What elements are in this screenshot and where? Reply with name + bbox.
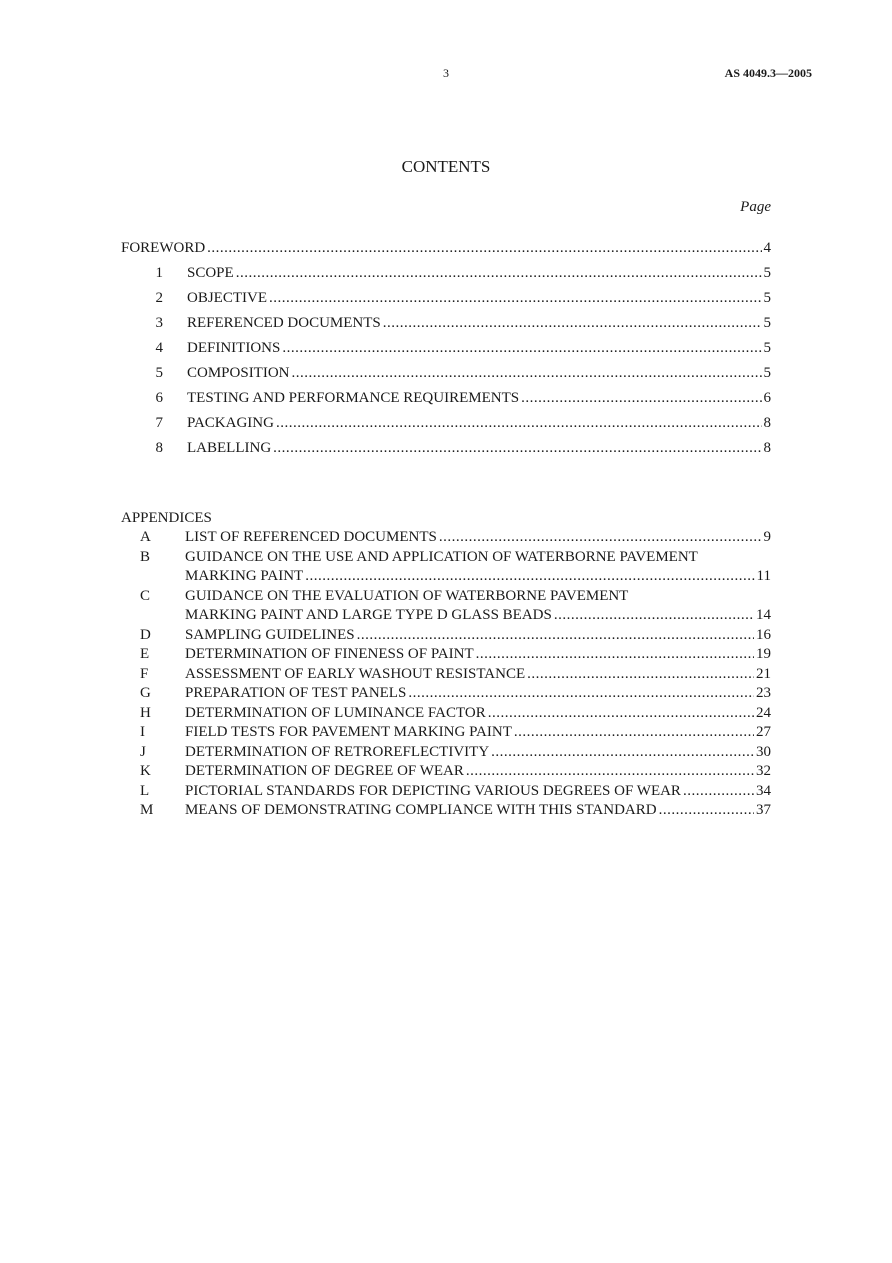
appendix-title-line: MARKING PAINT xyxy=(185,568,304,584)
appendix-title-line: GUIDANCE ON THE USE AND APPLICATION OF WATERBORNE PAVEMENT xyxy=(185,548,698,565)
dot-leader xyxy=(357,626,754,646)
contents-title: CONTENTS xyxy=(401,157,491,176)
toc-entry-page: 5 xyxy=(763,340,771,356)
page-column-label: Page xyxy=(740,199,771,215)
dot-leader xyxy=(408,684,754,704)
appendix-letter: A xyxy=(140,529,151,545)
dot-leader xyxy=(488,704,754,724)
page-number: 3 xyxy=(443,66,449,80)
toc-entry-page: 5 xyxy=(763,265,771,281)
toc-entry-number: 5 xyxy=(155,365,163,381)
appendix-title-line: FIELD TESTS FOR PAVEMENT MARKING PAINT xyxy=(185,724,512,740)
toc-entry-number: 1 xyxy=(155,265,163,281)
appendix-title-line: LIST OF REFERENCED DOCUMENTS xyxy=(185,529,437,545)
dot-leader xyxy=(659,801,754,821)
dot-leader xyxy=(383,311,762,336)
appendix-page: 21 xyxy=(756,665,771,682)
appendix-letter: H xyxy=(140,704,151,721)
appendix-entry[interactable] xyxy=(121,548,771,587)
appendix-letter: B xyxy=(140,548,151,565)
toc-entry-page: 5 xyxy=(763,315,771,331)
appendix-letter: L xyxy=(140,782,150,799)
dot-leader xyxy=(236,261,762,286)
appendix-title-line: SAMPLING GUIDELINES xyxy=(185,626,355,643)
dot-leader xyxy=(292,361,762,386)
appendix-title-line: ASSESSMENT OF EARLY WASHOUT RESISTANCE xyxy=(185,665,526,682)
toc-entry-number: 7 xyxy=(155,415,163,431)
appendix-letter: C xyxy=(140,587,151,604)
appendix-entry[interactable] xyxy=(121,645,771,665)
appendix-entry[interactable] xyxy=(121,528,771,548)
appendix-page: 14 xyxy=(756,607,771,623)
toc-entry[interactable] xyxy=(121,286,771,311)
table-of-contents xyxy=(121,236,771,461)
toc-entry[interactable] xyxy=(121,386,771,411)
appendix-page: 11 xyxy=(756,568,771,584)
toc-entry-title: OBJECTIVE xyxy=(187,290,267,306)
toc-entry-title: PACKAGING xyxy=(187,415,274,431)
appendix-page: 37 xyxy=(756,802,771,818)
dot-leader xyxy=(273,436,761,461)
appendix-entry[interactable] xyxy=(121,743,771,763)
dot-leader xyxy=(207,236,761,261)
appendix-letter: G xyxy=(140,685,151,701)
appendix-letter: D xyxy=(140,626,151,643)
toc-entry[interactable] xyxy=(121,361,771,386)
appendix-title-line: DETERMINATION OF FINENESS OF PAINT xyxy=(185,646,474,662)
toc-entry-number: 8 xyxy=(155,440,163,456)
dot-leader xyxy=(282,336,761,361)
appendices-list xyxy=(121,508,771,821)
toc-entry-number: 4 xyxy=(155,340,163,356)
toc-entry-title: SCOPE xyxy=(187,265,234,281)
dot-leader xyxy=(439,528,762,548)
document-code: AS 4049.3—2005 xyxy=(724,66,812,80)
toc-entry[interactable] xyxy=(121,236,771,261)
dot-leader xyxy=(554,606,754,626)
toc-entry[interactable] xyxy=(121,311,771,336)
toc-entry[interactable] xyxy=(121,436,771,461)
appendix-title-line: PREPARATION OF TEST PANELS xyxy=(185,685,407,701)
appendix-title-line: GUIDANCE ON THE EVALUATION OF WATERBORNE PAVEMENT xyxy=(185,587,629,604)
dot-leader xyxy=(276,411,762,436)
appendix-entry[interactable] xyxy=(121,704,771,724)
toc-entry-page: 8 xyxy=(763,415,771,431)
dot-leader xyxy=(466,762,754,782)
appendix-letter: F xyxy=(140,665,149,682)
dot-leader xyxy=(305,567,754,587)
appendix-entry[interactable] xyxy=(121,665,771,685)
appendix-page: 34 xyxy=(756,782,771,799)
dot-leader xyxy=(683,782,754,802)
appendix-letter: E xyxy=(140,646,150,662)
dot-leader xyxy=(521,386,761,411)
appendix-title-line: DETERMINATION OF RETROREFLECTIVITY xyxy=(185,743,490,760)
appendix-page: 24 xyxy=(756,704,771,721)
toc-entry-number: 2 xyxy=(155,290,163,306)
appendix-title-line: DETERMINATION OF LUMINANCE FACTOR xyxy=(185,704,486,721)
dot-leader xyxy=(491,743,754,763)
toc-entry-number: 3 xyxy=(155,315,163,331)
toc-entry-page: 8 xyxy=(763,440,771,456)
toc-entry[interactable] xyxy=(121,411,771,436)
appendix-entry[interactable] xyxy=(121,762,771,782)
appendix-page: 30 xyxy=(756,743,771,760)
appendix-title-line: PICTORIAL STANDARDS FOR DEPICTING VARIOUS DEGREES OF WEAR xyxy=(185,782,681,799)
toc-entry-number: 6 xyxy=(155,390,163,406)
appendix-page: 16 xyxy=(756,626,771,643)
toc-entry-page: 5 xyxy=(763,365,771,381)
appendix-letter: I xyxy=(140,724,145,740)
appendices-heading: APPENDICES xyxy=(121,510,212,526)
toc-entry-title: COMPOSITION xyxy=(187,365,290,381)
appendix-entry[interactable] xyxy=(121,782,771,802)
appendix-page: 9 xyxy=(763,529,771,545)
appendix-page: 27 xyxy=(756,724,771,740)
dot-leader xyxy=(476,645,754,665)
appendix-title-line: MARKING PAINT AND LARGE TYPE D GLASS BEADS xyxy=(185,607,552,623)
toc-entry-title: DEFINITIONS xyxy=(187,340,281,356)
toc-entry-page: 4 xyxy=(763,240,771,256)
appendix-title-line: DETERMINATION OF DEGREE OF WEAR xyxy=(185,763,464,779)
appendix-page: 23 xyxy=(756,685,771,701)
dot-leader xyxy=(269,286,762,311)
appendix-title-line: MEANS OF DEMONSTRATING COMPLIANCE WITH THIS STANDARD xyxy=(185,802,657,818)
toc-entry-title: LABELLING xyxy=(187,440,272,456)
toc-entry-page: 6 xyxy=(763,390,771,406)
appendix-entry[interactable] xyxy=(121,684,771,704)
toc-entry-title: TESTING AND PERFORMANCE REQUIREMENTS xyxy=(187,390,520,406)
toc-entry-page: 5 xyxy=(763,290,771,306)
toc-entry[interactable] xyxy=(121,336,771,361)
dot-leader xyxy=(514,723,754,743)
appendix-page: 32 xyxy=(756,763,771,779)
toc-entry-title: REFERENCED DOCUMENTS xyxy=(187,315,381,331)
toc-entry[interactable] xyxy=(121,261,771,286)
appendix-entry[interactable] xyxy=(121,723,771,743)
appendix-entry[interactable] xyxy=(121,626,771,646)
dot-leader xyxy=(527,665,754,685)
appendix-page: 19 xyxy=(756,646,771,662)
appendix-letter: K xyxy=(140,763,151,779)
appendix-entry[interactable] xyxy=(121,587,771,626)
appendix-letter: M xyxy=(140,802,154,818)
toc-entry-title: FOREWORD xyxy=(121,240,206,256)
appendix-letter: J xyxy=(140,743,146,760)
appendix-entry[interactable] xyxy=(121,801,771,821)
